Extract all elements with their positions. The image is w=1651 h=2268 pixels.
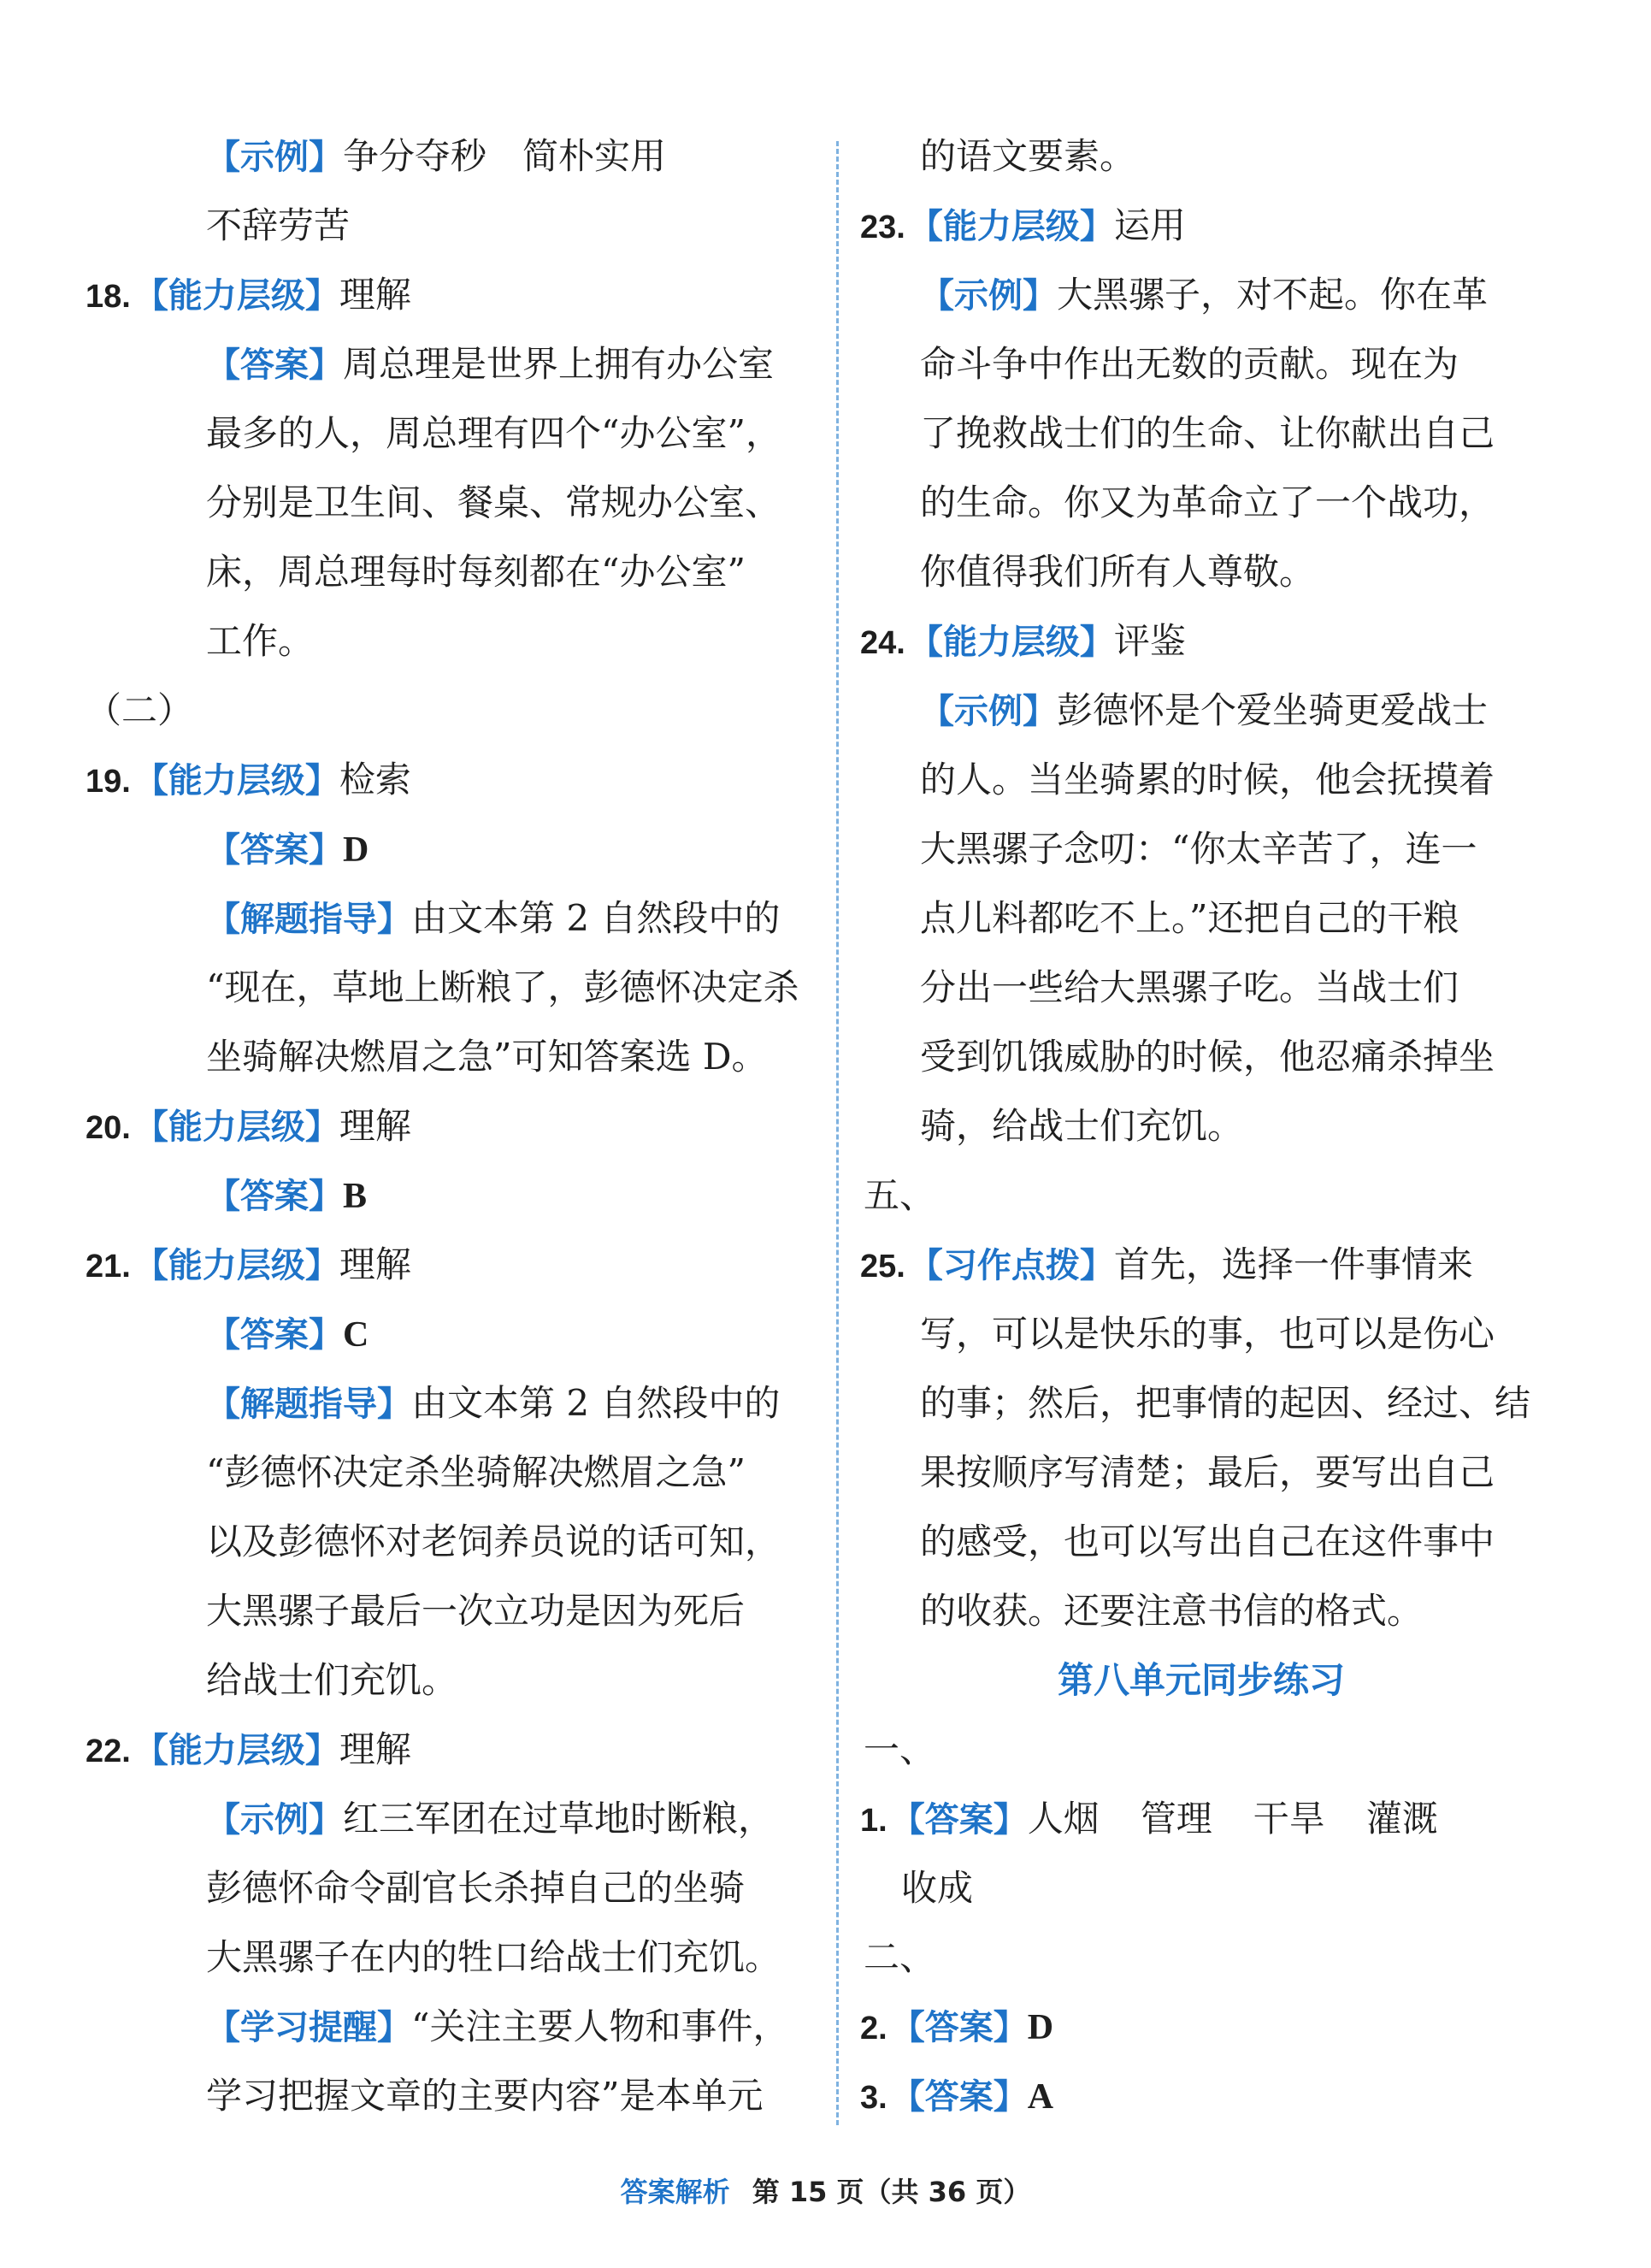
line-text: 彭德怀命令副官长杀掉自己的坐骑 (206, 1867, 746, 1909)
q25-header (860, 1230, 1539, 1299)
line-text (864, 1022, 1539, 1091)
tag-answer: 【答案】 (890, 1800, 1028, 1840)
question-number: 21. (85, 1249, 131, 1285)
line-text: 最多的人，周总理有四个“办公室”， (206, 412, 781, 454)
line-text (864, 1853, 1539, 1922)
q24-header (860, 606, 1539, 676)
line-text: 理解 (339, 1105, 411, 1147)
tag-ability-level: 【能力层级】 (908, 207, 1114, 246)
line-text: 红三军团在过草地时断粮， (343, 1798, 775, 1840)
line-text (864, 1299, 1539, 1368)
line-text: 床，周总理每时每刻都在“办公室” (206, 551, 746, 593)
tag-ability-level: 【能力层级】 (133, 1107, 339, 1147)
line-text (150, 1922, 817, 1992)
question-number: 20. (85, 1110, 131, 1146)
tag-solution-guidance: 【解题指导】 (206, 900, 411, 939)
answer-letter: A (1027, 2077, 1054, 2117)
question-number: 23. (860, 210, 905, 245)
q24-example (864, 676, 1539, 745)
line-text: 评鉴 (1113, 620, 1186, 662)
line-text: 理解 (339, 1728, 411, 1770)
line-text: 工作。 (206, 620, 315, 662)
answer-letter: D (343, 830, 369, 870)
line-text (864, 1507, 1539, 1576)
line-text (150, 1507, 817, 1576)
tag-solution-guidance: 【解题指导】 (206, 1385, 411, 1424)
answer-word: 干旱 (1253, 1798, 1325, 1840)
line-example-words (150, 121, 817, 191)
line-text (864, 814, 1539, 883)
line-text: 彭德怀是个爱坐骑更爱战士 (1057, 689, 1489, 731)
q19-header (85, 745, 817, 814)
line-text: 了挽救战士们的生命、让你献出自己 (920, 412, 1495, 454)
q19-answer (150, 814, 817, 883)
line-text (864, 883, 1539, 953)
line-text: 分别是卫生间、餐桌、常规办公室、 (206, 481, 781, 523)
question-number: 1. (860, 1803, 887, 1839)
tag-answer: 【答案】 (890, 2077, 1028, 2117)
line-text: 理解 (339, 274, 411, 316)
line-text: 果按顺序写清楚；最后，要写出自己 (920, 1451, 1495, 1493)
tag-ability-level: 【能力层级】 (133, 1246, 339, 1285)
line-text: 运用 (1113, 204, 1186, 246)
section-two-heading-right (864, 1922, 1539, 1992)
tag-study-tip: 【学习提醒】 (206, 2008, 411, 2047)
page-number: 第 15 页（共 36 页） (752, 2176, 1031, 2208)
line-text: 点儿料都吃不上。”还把自己的干粮 (920, 897, 1459, 939)
line-text (864, 953, 1539, 1022)
line-text (150, 399, 817, 468)
line-text: 的生命。你又为革命立了一个战功， (920, 481, 1495, 523)
question-number: 2. (860, 2011, 887, 2047)
answer-word: 人烟 (1027, 1798, 1100, 1840)
tag-ability-level: 【能力层级】 (133, 1731, 339, 1770)
line-text: 大黑骡子念叨：“你太辛苦了，连一 (920, 828, 1477, 870)
tag-ability-level: 【能力层级】 (133, 761, 339, 800)
tag-ability-level: 【能力层级】 (908, 623, 1114, 662)
line-text (150, 2061, 817, 2130)
question-number: 19. (85, 764, 131, 800)
line-text (864, 121, 1539, 191)
line-text (864, 468, 1539, 537)
answer-word: 灌溉 (1365, 1798, 1438, 1840)
line-text: 由文本第 2 自然段中的 (411, 897, 781, 939)
line-text: 检索 (339, 759, 411, 800)
line-text: 命斗争中作出无数的贡献。现在为 (920, 343, 1459, 385)
line-text: 写，可以是快乐的事，也可以是伤心 (920, 1313, 1495, 1355)
left-column (85, 121, 817, 2130)
line-text: 的收获。还要注意书信的格式。 (920, 1590, 1424, 1632)
line-text (150, 1576, 817, 1645)
tag-example: 【示例】 (920, 276, 1057, 316)
line-text: 首先，选择一件事情来 (1113, 1243, 1473, 1285)
answer-word: 收成 (901, 1867, 974, 1909)
answer-letter: D (1027, 2008, 1054, 2047)
line-text (150, 1438, 817, 1507)
line-text (150, 953, 817, 1022)
tag-answer: 【答案】 (206, 1177, 343, 1216)
line-text: 学习把握文章的主要内容”是本单元 (206, 2075, 764, 2117)
q22-study-tip (150, 1992, 817, 2061)
answer-word: 管理 (1140, 1798, 1212, 1840)
line-text (150, 1022, 817, 1091)
answer-letter: C (343, 1315, 369, 1355)
line-text (864, 329, 1539, 399)
unit-eight-title: 第八单元同步练习 (1057, 1659, 1345, 1701)
line-text: 给战士们充饥。 (206, 1659, 458, 1701)
line-text (864, 1438, 1539, 1507)
tag-ability-level: 【能力层级】 (133, 276, 339, 316)
line-text (864, 1576, 1539, 1645)
question-number: 24. (860, 625, 905, 661)
tag-writing-tips: 【习作点拨】 (908, 1246, 1114, 1285)
tag-answer: 【答案】 (206, 346, 343, 385)
column-divider (836, 141, 839, 2125)
line-text (150, 1853, 817, 1922)
line-text: 受到饥饿威胁的时候，他忍痛杀掉坐 (920, 1036, 1495, 1078)
line-text: 由文本第 2 自然段中的 (411, 1382, 781, 1424)
q23-header (860, 191, 1539, 260)
line-text: “现在，草地上断粮了，彭德怀决定杀 (206, 966, 799, 1008)
line-text: 以及彭德怀对老饲养员说的话可知， (206, 1521, 781, 1562)
tag-answer: 【答案】 (206, 1315, 343, 1355)
tag-example: 【示例】 (206, 138, 343, 177)
right-column (860, 121, 1539, 2130)
q21-header (85, 1230, 817, 1299)
page-footer (0, 2171, 1651, 2210)
line-text (864, 537, 1539, 606)
section-two-heading (85, 676, 817, 745)
question-number: 3. (860, 2080, 887, 2116)
tag-example: 【示例】 (206, 1800, 343, 1840)
line-text: 五、 (864, 1174, 936, 1216)
line-text (150, 537, 817, 606)
footer-section-label: 答案解析 (620, 2176, 730, 2208)
line-text (150, 1645, 817, 1715)
q18-header (85, 260, 817, 329)
answer-letter: B (343, 1177, 368, 1216)
line-text (150, 606, 817, 676)
line-text: 大黑骡子最后一次立功是因为死后 (206, 1590, 746, 1632)
tag-example: 【示例】 (920, 692, 1057, 731)
q18-answer (150, 329, 817, 399)
line-text: 分出一些给大黑骡子吃。当战士们 (920, 966, 1459, 1008)
tag-answer: 【答案】 (206, 830, 343, 870)
line-text: 的人。当坐骑累的时候，他会抚摸着 (920, 759, 1495, 800)
line-text: 的语文要素。 (920, 135, 1136, 177)
line-text (864, 399, 1539, 468)
line-text: “彭德怀决定杀坐骑解决燃眉之急” (206, 1451, 746, 1493)
line-text: （二） (85, 689, 194, 731)
line-text: 大黑骡子在内的牲口给战士们充饥。 (206, 1936, 781, 1978)
q20-answer (150, 1161, 817, 1230)
line-text: 坐骑解决燃眉之急”可知答案选 D。 (206, 1036, 768, 1078)
q21-answer (150, 1299, 817, 1368)
line-text: 二、 (864, 1936, 936, 1978)
line-text: 的感受，也可以写出自己在这件事中 (920, 1521, 1495, 1562)
section-five-heading (864, 1161, 1539, 1230)
q20-header (85, 1091, 817, 1161)
line-text: 争分夺秒 简朴实用 (343, 135, 667, 177)
q19-guidance (150, 883, 817, 953)
line-text: 你值得我们所有人尊敬。 (920, 551, 1316, 593)
q22-header (85, 1715, 817, 1784)
question-number: 22. (85, 1733, 131, 1769)
q21-guidance (150, 1368, 817, 1438)
line-text (864, 745, 1539, 814)
q1-answer (860, 1784, 1539, 1853)
q2-answer (860, 1992, 1539, 2061)
line-text: 周总理是世界上拥有办公室 (343, 343, 775, 385)
section-one-heading (864, 1715, 1539, 1784)
line-text: 不辞劳苦 (206, 204, 351, 246)
q22-example (150, 1784, 817, 1853)
line-text: 大黑骡子，对不起。你在革 (1057, 274, 1489, 316)
line-text: 的事；然后，把事情的起因、经过、结 (920, 1382, 1531, 1424)
tag-answer: 【答案】 (890, 2008, 1028, 2047)
line-text (150, 468, 817, 537)
line-text: 一、 (864, 1728, 936, 1770)
q23-example (864, 260, 1539, 329)
line-text (864, 1368, 1539, 1438)
question-number: 25. (860, 1249, 905, 1285)
line-text: 理解 (339, 1243, 411, 1285)
line-text: 骑，给战士们充饥。 (920, 1105, 1244, 1147)
line-text (864, 1091, 1539, 1161)
q3-answer (860, 2061, 1539, 2130)
line-text (150, 191, 817, 260)
question-number: 18. (85, 279, 131, 315)
line-text: “关注主要人物和事件， (411, 2005, 789, 2047)
